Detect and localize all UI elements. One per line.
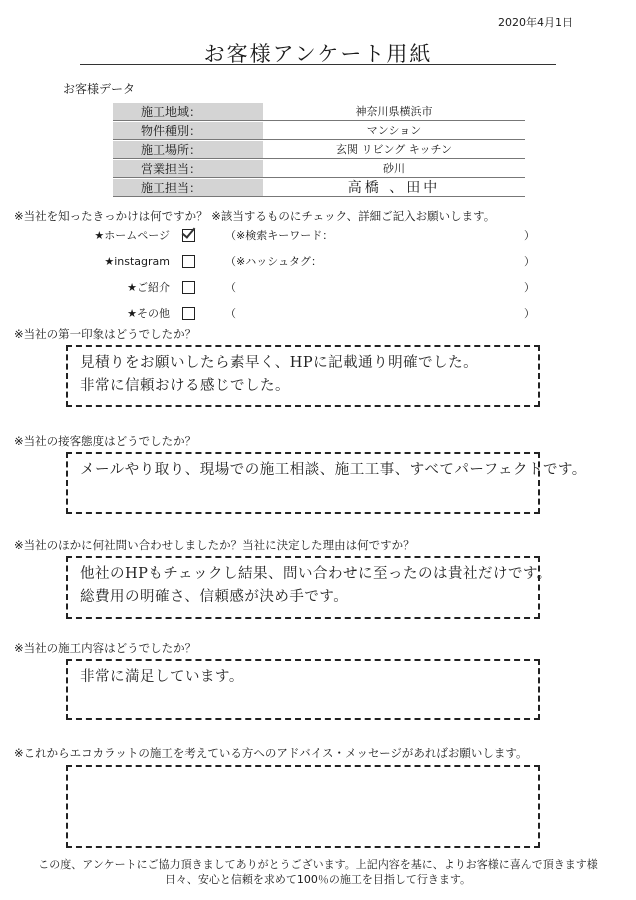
customer-row-property-type: [113, 122, 525, 140]
question-customer-service: ※当社の接客態度はどうでしたか？: [14, 434, 197, 448]
location-value: 玄関 リビング キッチン: [263, 141, 525, 159]
question-competitors: ※当社のほかに何社問い合わせしましたか？当社に決定した理由は何ですか？: [14, 538, 415, 552]
question-first-impression: ※当社の第一印象はどうでしたか？: [14, 327, 197, 341]
option-detail: （※ハッシュタグ：: [225, 255, 322, 268]
option-detail: （: [225, 281, 236, 294]
customer-service-answer-box: [66, 452, 587, 514]
advice-answer-box: [66, 765, 540, 848]
answer-line: 他社のHPもチェックし結果、問い合わせに至ったのは貴社だけです。: [80, 566, 552, 582]
installer-label: 施工担当：: [113, 179, 263, 197]
sales-staff-value: 砂川: [263, 160, 525, 178]
sales-staff-label: 営業担当：: [113, 160, 263, 178]
option-label: ★instagram: [104, 254, 170, 268]
option-homepage: [60, 226, 535, 244]
property-type-value: マンション: [263, 122, 525, 140]
answer-line: メールやり取り、現場での施工相談、施工工事、すべてパーフェクトです。: [80, 462, 587, 478]
customer-row-location: [113, 141, 525, 159]
option-close-paren: ）: [524, 281, 535, 294]
checkbox-other[interactable]: [182, 307, 195, 320]
customer-data-table: [113, 103, 525, 198]
option-close-paren: ）: [524, 307, 535, 320]
title-underline: [80, 64, 556, 65]
option-instagram: [60, 252, 535, 270]
customer-row-sales: [113, 160, 525, 178]
option-close-paren: ）: [524, 255, 535, 268]
page-title: お客様アンケート用紙: [203, 42, 433, 66]
customer-row-installer: [113, 179, 525, 197]
option-close-paren: ）: [524, 229, 535, 242]
area-value: 神奈川県横浜市: [263, 103, 525, 121]
installer-value: 高橋 、田中: [263, 179, 525, 197]
first-impression-answer-box: [66, 345, 540, 407]
answer-line: 総費用の明確さ、信頼感が決め手です。: [80, 589, 349, 605]
question-advice: ※これからエコカラットの施工を考えている方へのアドバイス・メッセージがあればお願いします。: [14, 746, 528, 760]
option-label: ★ホームページ: [94, 229, 170, 242]
checkbox-instagram[interactable]: [182, 255, 195, 268]
option-label: ★ご紹介: [127, 281, 170, 294]
customer-data-heading: お客様データ: [63, 82, 136, 96]
option-label: ★その他: [127, 307, 170, 320]
option-detail: （※検索キーワード：: [225, 229, 334, 242]
checkbox-homepage[interactable]: [182, 229, 195, 242]
question-how-found: ※当社を知ったきっかけは何ですか？ ※該当するものにチェック、詳細ご記入お願いします。: [14, 209, 496, 223]
footer-line: 日々、安心と信頼を求めて100％の施工を目指して行きます。: [164, 873, 472, 886]
option-detail: （: [225, 307, 236, 320]
survey-date: 2020年4月1日: [498, 16, 573, 29]
checkbox-referral[interactable]: [182, 281, 195, 294]
location-label: 施工場所：: [113, 141, 263, 159]
footer-line: この度、アンケートにご協力頂きましてありがとうございます。上記内容を基に、よりお客様に喜んで頂きます様: [38, 858, 598, 871]
customer-row-area: [113, 103, 525, 121]
footer-message: [0, 857, 636, 887]
competitors-answer-box: [66, 556, 552, 619]
answer-line: 見積りをお願いしたら素早く、HPに記載通り明確でした。: [80, 355, 479, 371]
property-type-label: 物件種別：: [113, 122, 263, 140]
question-work-quality: ※当社の施工内容はどうでしたか？: [14, 641, 197, 655]
work-quality-answer-box: [66, 659, 540, 720]
option-referral: [60, 278, 535, 296]
answer-line: 非常に信頼おける感じでした。: [80, 378, 290, 394]
option-other: [60, 304, 535, 322]
answer-line: 非常に満足しています。: [80, 669, 244, 685]
area-label: 施工地域：: [113, 103, 263, 121]
